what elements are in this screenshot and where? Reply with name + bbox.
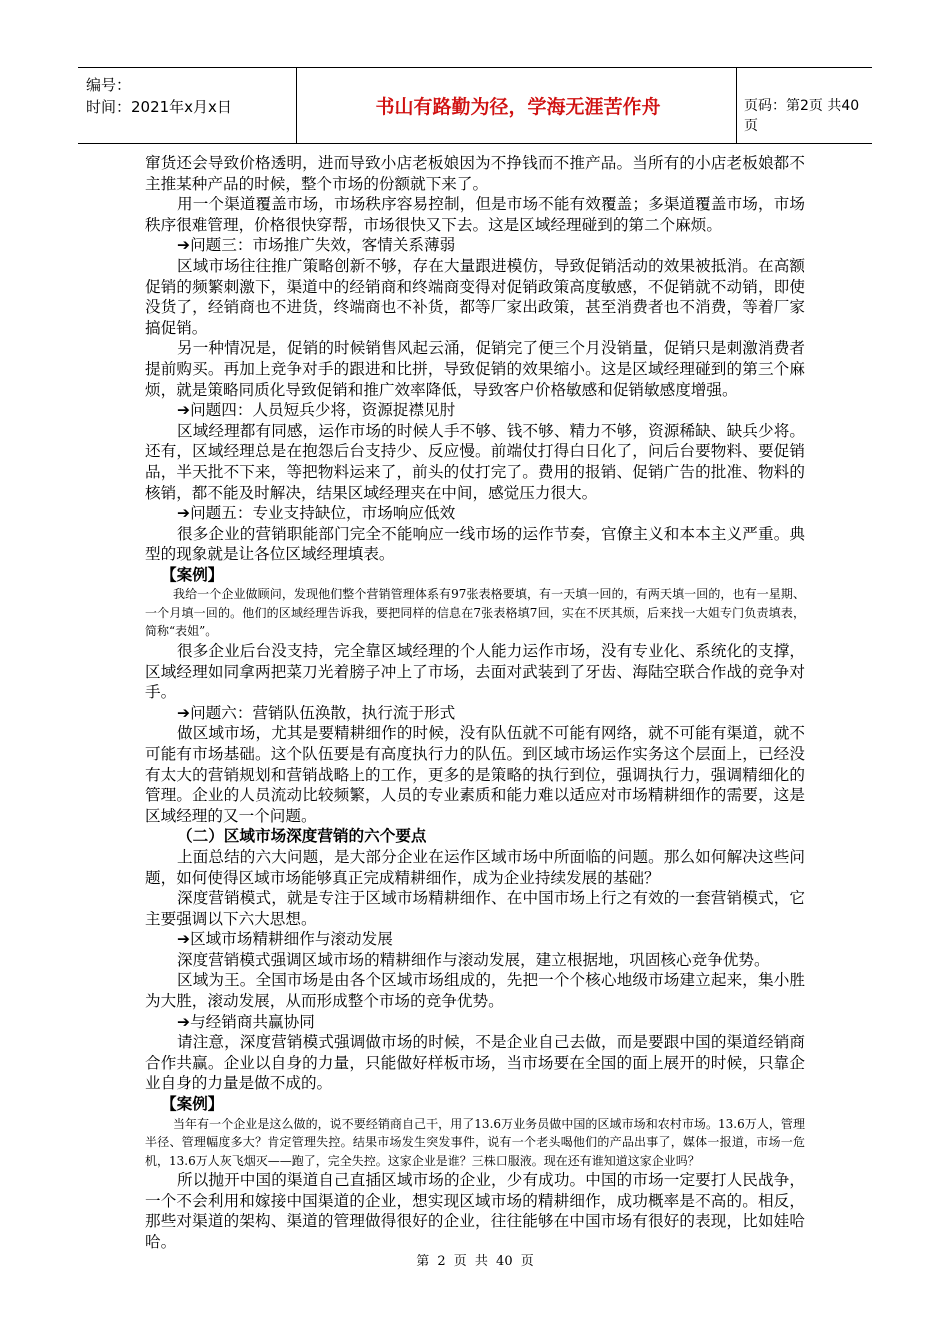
problem-heading: ➔问题四：人员短兵少将，资源捉襟见肘 [177,401,456,420]
header-divider [296,68,297,143]
paragraph: 深度营销模式，就是专注于区域市场精耕细作、在中国市场上行之有效的一套营销模式，它主要强调以下六大思想。 [145,889,805,928]
header-motto: 书山有路勤为径，学海无涯苦作舟 [375,96,661,118]
time-label: 时间：2021年x月x日 [86,98,232,116]
case-label: 【案例】 [161,1095,224,1114]
paragraph: 很多企业的营销职能部门完全不能响应一线市场的运作节奏，官僚主义和本本主义严重。典型的现象就是让各位区域经理填表。 [145,524,805,564]
problem-heading: ➔区域市场精耕细作与滚动发展 [177,930,393,949]
paragraph: 上面总结的六大问题，是大部分企业在运作区域市场中所面临的问题。那么如何解决这些问题，如何使得区域市场能够真正完成精耕细作，成为企业持续发展的基础？ [145,847,805,887]
paragraph: 请注意，深度营销模式强调做市场的时候，不是企业自己去做，而是要跟中国的渠道经销商合作共赢。企业以自身的力量，只能做好样板市场，当市场要在全国的面上展开的时候，只靠企业自身的力量是做不成的。 [145,1033,805,1093]
paragraph: 区域经理都有同感，运作市场的时候人手不够、钱不够、精力不够，资源稀缺、缺兵少将。还有，区域经理总是在抱怨后台支持少、反应慢。前端仗打得白日化了，问后台要物料、要促销品，半天批不下来，等把物料运来了，前头的仗打完了。费用的报销、促销广告的批准、物料的核销，都不能及时解决，结果区域经理夹在中间，感觉压力很大。 [145,421,805,502]
page-footer: 第 2 页 共 40 页 [416,1254,534,1269]
header-page-label: 页码：第2页 共40页 [744,98,860,134]
number-label: 编号： [86,76,132,94]
case-text: 当年有一个企业是这么做的，说不要经销商自己干，用了13.6万业务员做中国的区域市场和农村市场。13.6万人，管理半径、管理幅度多大？肯定管理失控。结果市场发生突发事件，说有一个老头喝他们的产品出事了，媒体一报道，市场一危机，13.6万人灰飞烟灭——跑了，完全失控。这家企业是谁？三株口服液。现在还有谁知道这家企业吗？ [145,1116,805,1168]
document-body [145,153,805,1253]
paragraph: 区域市场往往推广策略创新不够，存在大量跟进模仿，导致促销活动的效果被抵消。在高额促销的频繁刺激下，渠道中的经销商和终端商变得对促销政策高度敏感，不促销就不动销，即使没货了，经销商也不进货，终端商也不补货，都等厂家出政策，甚至消费者也不消费，等着厂家搞促销。 [145,256,805,337]
paragraph: 深度营销模式强调区域市场的精耕细作与滚动发展，建立根据地，巩固核心竞争优势。 [177,950,770,969]
paragraph: 另一种情况是，促销的时候销售风起云涌，促销完了便三个月没销量，促销只是刺激消费者提前购买。再加上竞争对手的跟进和比拼，导致促销的效果缩小。这是区域经理碰到的第三个麻烦，就是策略同质化导致促销和推广效率降低，导致客户价格敏感和促销敏感度增强。 [145,339,805,399]
section-heading: （二）区域市场深度营销的六个要点 [177,827,427,846]
case-text: 我给一个企业做顾问，发现他们整个营销管理体系有97张表格要填，有一天填一回的，有两天填一回的，也有一星期、一个月填一回的。他们的区域经理告诉我，要把同样的信息在7张表格填7回，实在不厌其烦，后来找一大姐专门负责填表，简称“表姐”。 [145,587,805,639]
paragraph: 用一个渠道覆盖市场，市场秩序容易控制，但是市场不能有效覆盖；多渠道覆盖市场，市场秩序很难管理，价格很快穿帮，市场很快又下去。这是区域经理碰到的第二个麻烦。 [145,195,805,234]
header-divider [736,68,737,143]
paragraph: 很多企业后台没支持，完全靠区域经理的个人能力运作市场，没有专业化、系统化的支撑，区域经理如同拿两把菜刀光着膀子冲上了市场，去面对武装到了牙齿、海陆空联合作战的竞争对手。 [145,641,805,702]
problem-heading: ➔问题三：市场推广失效，客情关系薄弱 [177,236,456,255]
paragraph: 窜货还会导致价格透明，进而导致小店老板娘因为不挣钱而不推产品。当所有的小店老板娘都不主推某种产品的时候，整个市场的份额就下来了。 [145,154,805,193]
paragraph: 做区域市场，尤其是要精耕细作的时候，没有队伍就不可能有网络，就不可能有渠道，就不可能有市场基础。这个队伍要是有高度执行力的队伍。到区域市场运作实务这个层面上，已经没有太大的营销规划和营销战略上的工作，更多的是策略的执行到位，强调执行力，强调精细化的管理。企业的人员流动比较频繁，人员的专业素质和能力难以适应对市场精耕细作的需要，这是区域经理的又一个问题。 [145,724,805,825]
header-meta [86,74,232,118]
problem-heading: ➔问题五：专业支持缺位，市场响应低效 [177,504,456,523]
problem-heading: ➔与经销商共赢协同 [177,1012,315,1031]
case-label: 【案例】 [161,565,224,584]
page-header [78,67,872,144]
problem-heading: ➔问题六：营销队伍涣散，执行流于形式 [177,703,456,722]
paragraph: 所以抛开中国的渠道自己直插区域市场的企业，少有成功。中国的市场一定要打人民战争，一个不会利用和嫁接中国渠道的企业，想实现区域市场的精耕细作，成功概率是不高的。相反，那些对渠道的架构、渠道的管理做得很好的企业，往往能够在中国市场有很好的表现，比如娃哈哈。 [145,1171,805,1251]
paragraph: 区域为王。全国市场是由各个区域市场组成的，先把一个个核心地级市场建立起来，集小胜为大胜，滚动发展，从而形成整个市场的竞争优势。 [145,971,805,1011]
